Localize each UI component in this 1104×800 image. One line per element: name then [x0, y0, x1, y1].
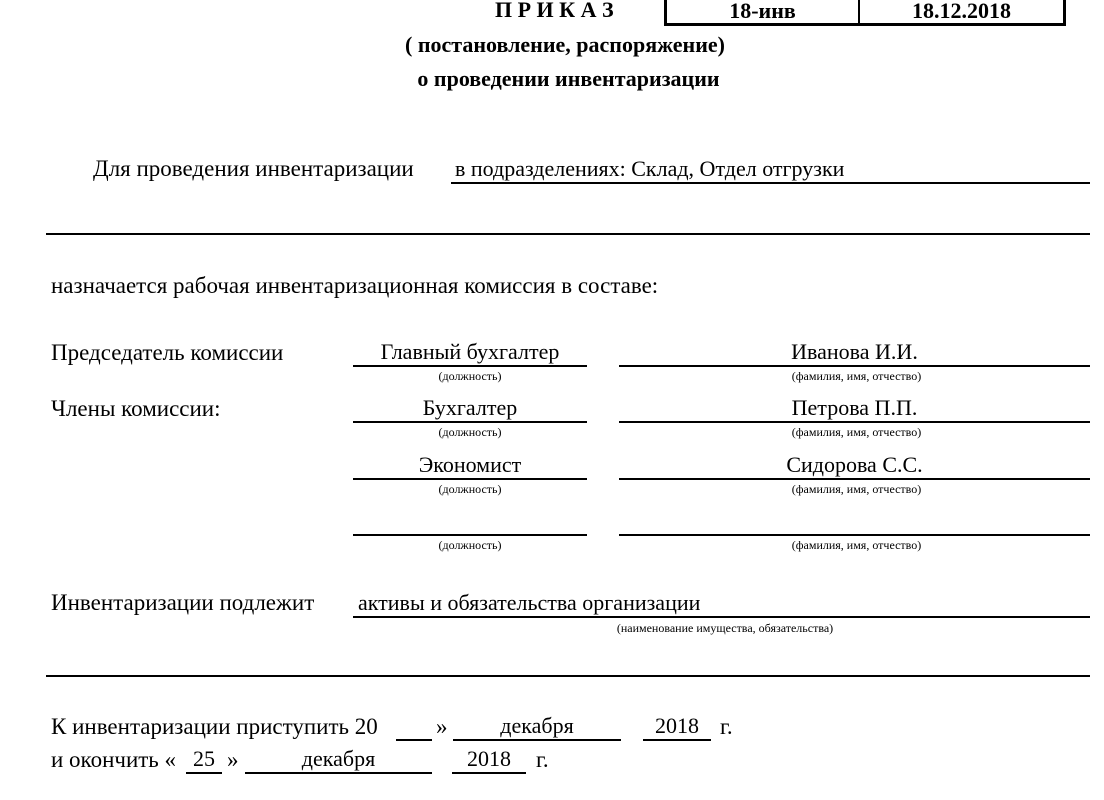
- name-underline: [619, 534, 1090, 536]
- subject-underline: [353, 616, 1090, 618]
- order-number: 18-инв: [729, 0, 796, 23]
- subject-field[interactable]: активы и обязательства организации: [358, 590, 701, 615]
- end-month-field[interactable]: декабря: [301, 746, 376, 771]
- order-subtitle: ( постановление, распоряжение): [405, 32, 725, 57]
- position-caption: (должность): [438, 482, 502, 496]
- subject-caption: (наименование имущества, обязательства): [616, 621, 834, 635]
- name-underline: [619, 478, 1090, 480]
- member1-position-field[interactable]: Бухгалтер: [422, 395, 518, 420]
- name-caption: (фамилия, имя, отчество): [791, 425, 922, 439]
- order-title: П Р И К А З: [495, 0, 614, 22]
- name-underline: [619, 365, 1090, 367]
- end-day-underline: [186, 772, 222, 774]
- chair-label: Председатель комиссии: [51, 340, 284, 365]
- start-year-underline: [643, 739, 711, 741]
- position-underline: [353, 421, 587, 423]
- end-day-field[interactable]: 25: [193, 746, 215, 771]
- position-caption: (должность): [438, 425, 502, 439]
- start-year-field[interactable]: 2018: [655, 713, 699, 738]
- position-caption: (должность): [438, 369, 502, 383]
- intro-departments-field[interactable]: в подразделениях: Склад, Отдел отгрузки: [455, 156, 845, 181]
- position-underline: [353, 478, 587, 480]
- member2-name-field[interactable]: Сидорова С.С.: [786, 452, 923, 477]
- start-month-field[interactable]: декабря: [500, 713, 574, 738]
- end-year-field[interactable]: 2018: [467, 746, 511, 771]
- name-caption: (фамилия, имя, отчество): [791, 482, 922, 496]
- end-year-underline: [452, 772, 526, 774]
- commission-intro-text: назначается рабочая инвентаризационная комиссия в составе:: [51, 273, 659, 298]
- name-underline: [619, 421, 1090, 423]
- end-label: и окончить «: [51, 747, 177, 772]
- order-subject: о проведении инвентаризации: [417, 66, 720, 91]
- member2-position-field[interactable]: Экономист: [418, 452, 522, 477]
- intro-underline: [451, 182, 1090, 184]
- subject-label: Инвентаризации подлежит: [51, 590, 315, 615]
- start-label: К инвентаризации приступить 20: [51, 714, 378, 739]
- intro-label: Для проведения инвентаризации: [93, 156, 414, 181]
- chair-name-field[interactable]: Иванова И.И.: [791, 339, 918, 364]
- divider-line: [46, 675, 1090, 677]
- end-year-suffix: г.: [536, 747, 549, 772]
- members-label: Члены комиссии:: [51, 396, 221, 421]
- divider-line: [46, 233, 1090, 235]
- order-date: 18.12.2018: [912, 0, 1011, 23]
- position-caption: (должность): [438, 538, 502, 552]
- chair-position-field[interactable]: Главный бухгалтер: [380, 339, 560, 364]
- start-day-underline: [396, 739, 432, 741]
- name-caption: (фамилия, имя, отчество): [791, 538, 922, 552]
- position-underline: [353, 365, 587, 367]
- start-month-underline: [453, 739, 621, 741]
- start-year-suffix: г.: [720, 714, 733, 739]
- end-month-underline: [245, 772, 432, 774]
- member1-name-field[interactable]: Петрова П.П.: [791, 395, 918, 420]
- position-underline: [353, 534, 587, 536]
- start-close-quote: »: [436, 714, 448, 739]
- name-caption: (фамилия, имя, отчество): [791, 369, 922, 383]
- end-close-quote: »: [227, 747, 239, 772]
